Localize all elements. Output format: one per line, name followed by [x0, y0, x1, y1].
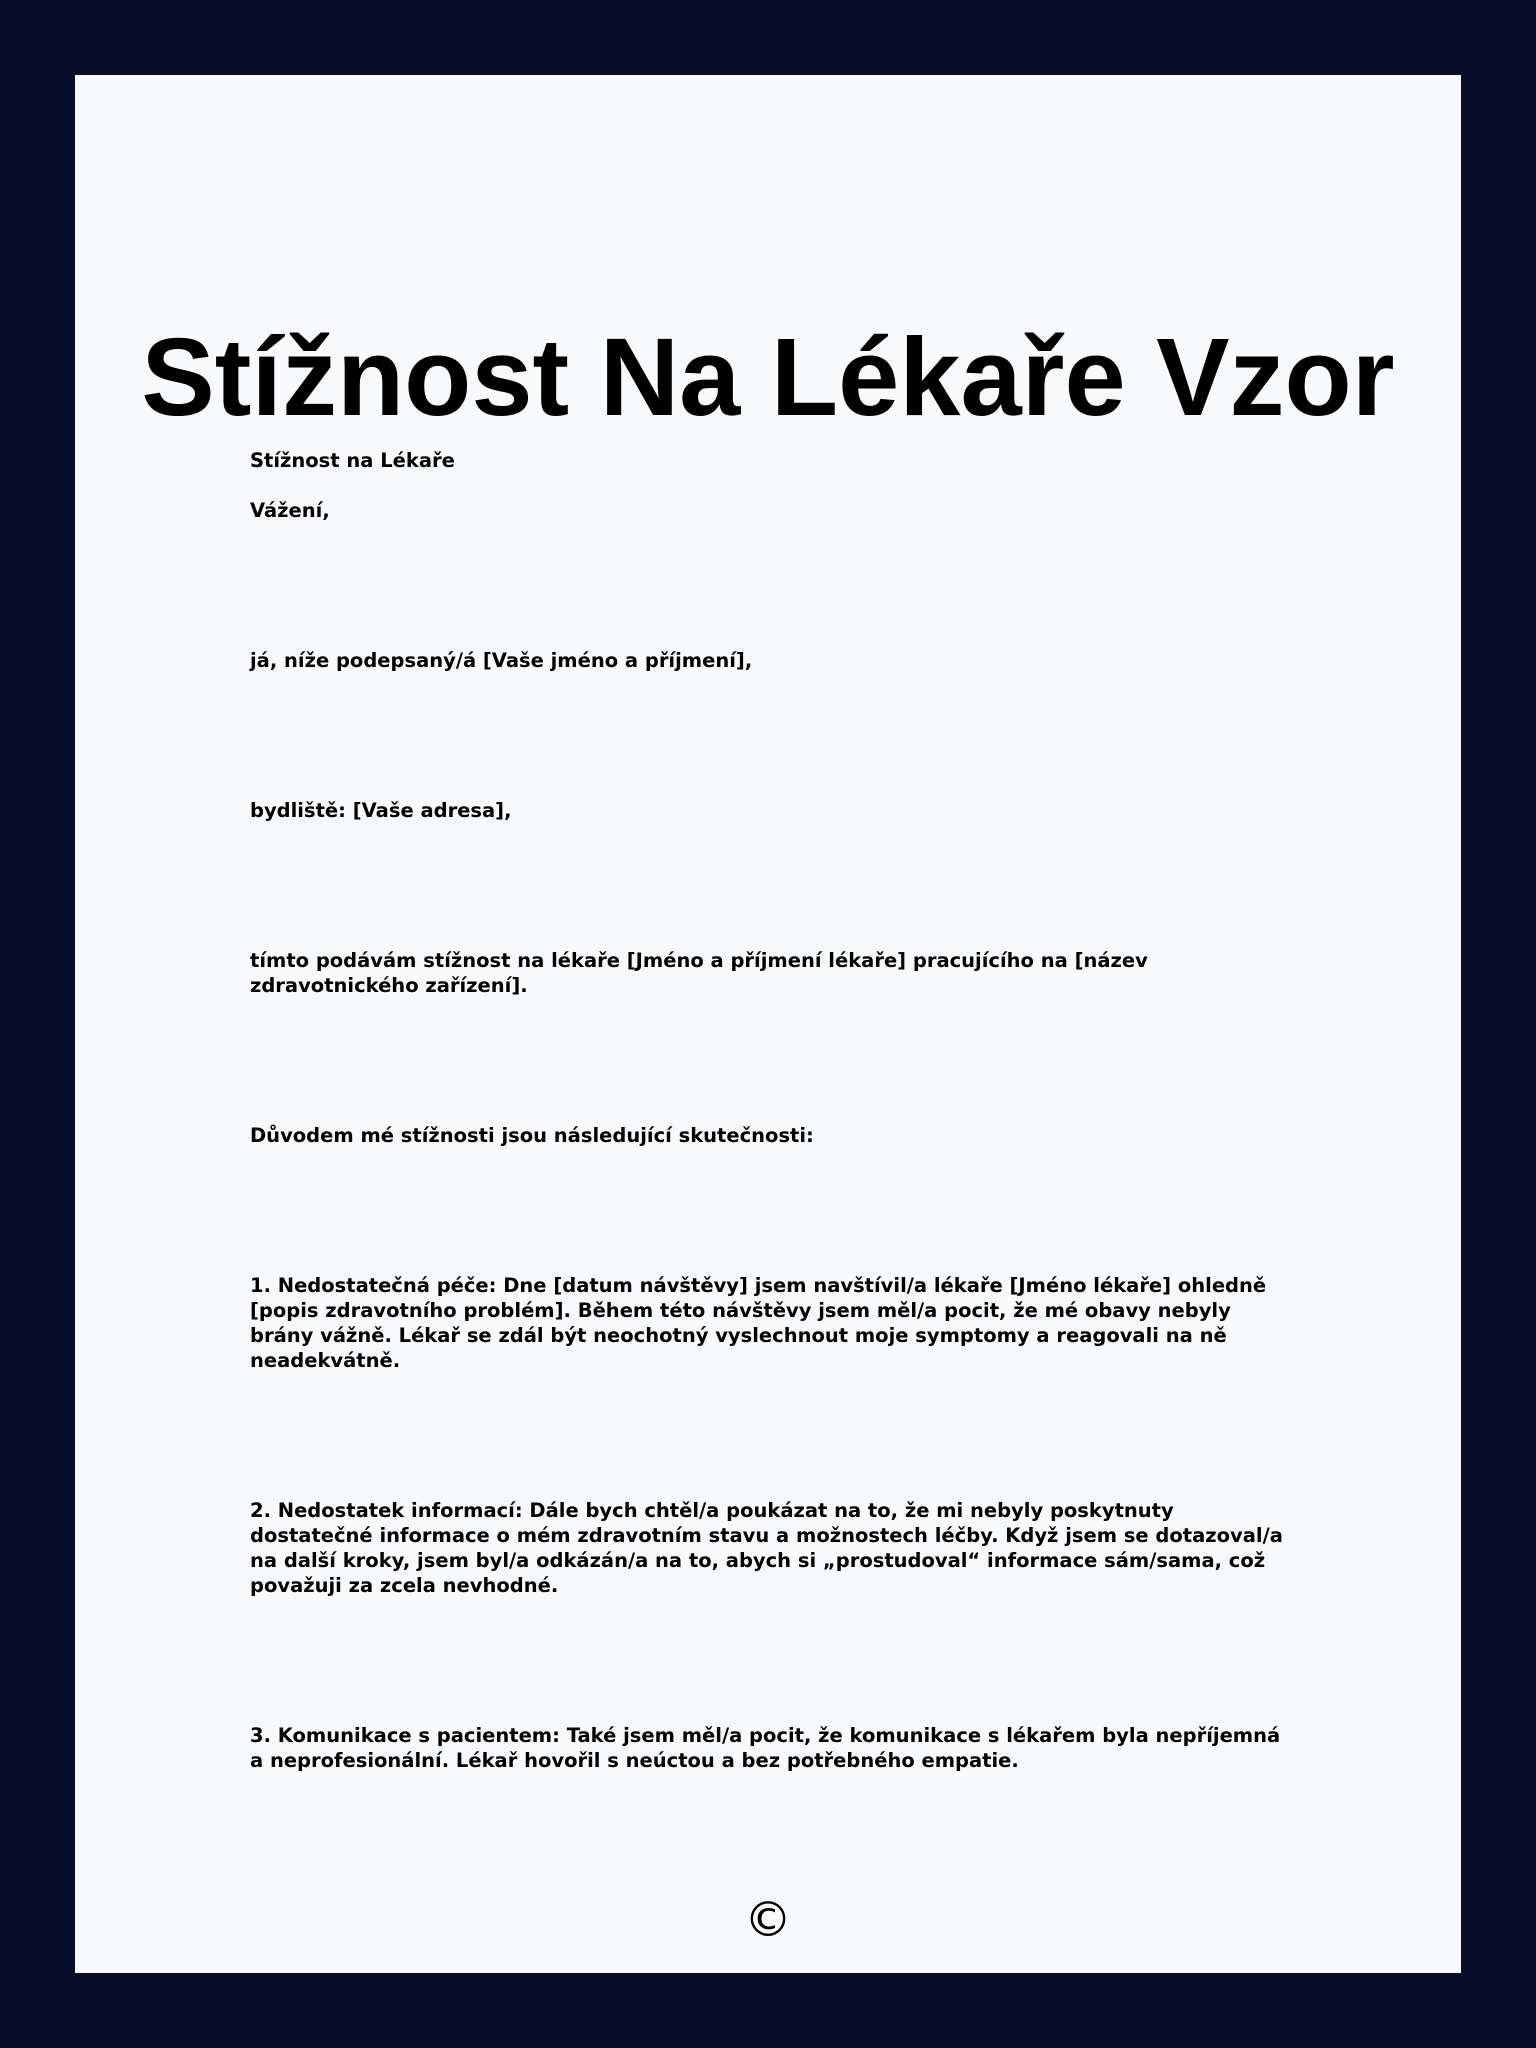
letter-reason-2: 2. Nedostatek informací: Dále bych chtěl/a poukázat na to, že mi nebyly poskytnuty dostatečné informace o mém zdravotním stavu a možnostech léčby. Když jsem se dotazoval/a na další kroky, jsem byl/a odkázán/a na to, abych si „prostudoval“ informace sám/sama, což považuji za zcela nevhodné.: [250, 1499, 1283, 1597]
letter-reasons-intro: Důvodem mé stížnosti jsou následující skutečnosti:: [250, 1124, 814, 1147]
letter-sender-name: já, níže podepsaný/á [Vaše jméno a příjmení],: [250, 649, 753, 672]
document-page: [75, 75, 1461, 1973]
letter-reason-3: 3. Komunikace s pacientem: Také jsem měl/a pocit, že komunikace s lékařem byla nepříjemná a neprofesionální. Lékař hovořil s neúctou a bez potřebného empatie.: [250, 1724, 1281, 1772]
letter-greeting: Vážení,: [250, 499, 330, 522]
letter-reason-1: 1. Nedostatečná péče: Dne [datum návštěvy] jsem navštívil/a lékaře [Jméno lékaře] ohledně [popis zdravotního problém]. Během této návštěvy jsem měl/a pocit, že mé obavy nebyly brány vážně. Lékař se zdál být neochotný vyslechnout moje symptomy a reagovali na ně neadekvátně.: [250, 1274, 1267, 1372]
letter-heading: Stížnost na Lékaře: [250, 449, 455, 472]
copyright-icon: ©: [744, 1892, 792, 1948]
page-title: Stížnost Na Lékaře Vzor: [141, 316, 1395, 439]
letter-sender-address: bydliště: [Vaše adresa],: [250, 799, 512, 822]
letter-body: [250, 448, 1290, 1773]
letter-complaint-statement: tímto podávám stížnost na lékaře [Jméno a příjmení lékaře] pracujícího na [název zdravotnického zařízení].: [250, 949, 1148, 997]
